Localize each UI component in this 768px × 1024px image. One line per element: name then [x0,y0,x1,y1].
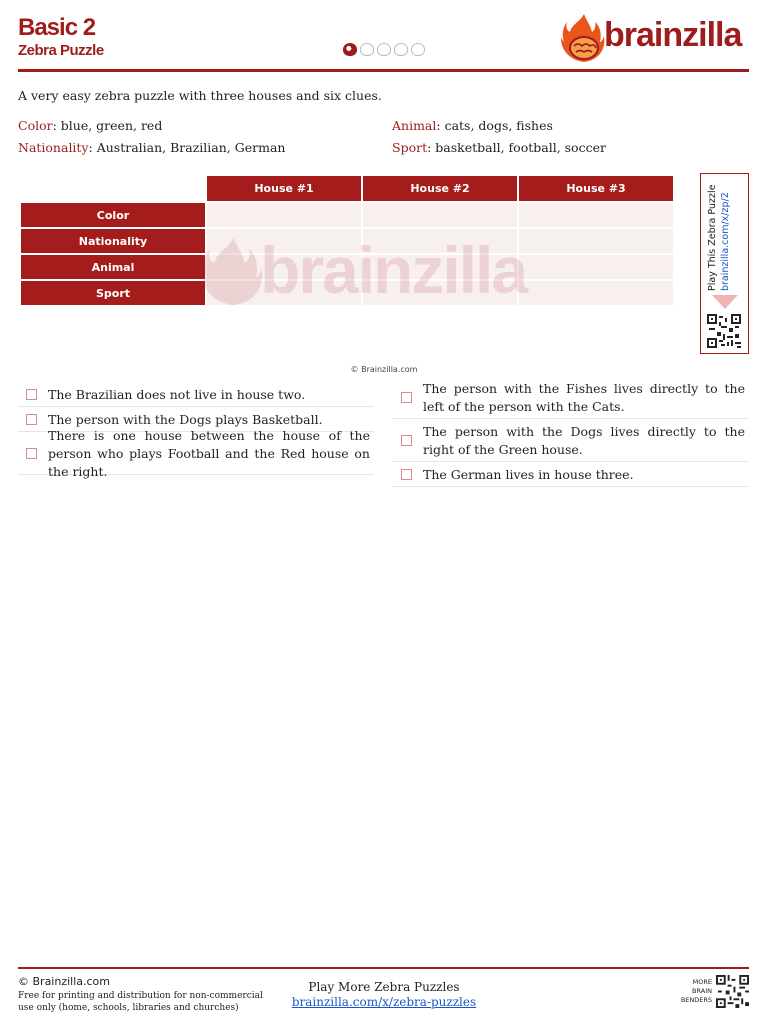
play-online-panel[interactable] [700,173,749,354]
attribute-label: Sport [392,140,428,155]
grid-cell[interactable] [207,203,361,227]
clue-text: The person with the Dogs lives directly to the right of the Green house. [423,423,745,457]
grid-corner [21,176,205,201]
watermark-wordmark: brainzilla [260,233,527,307]
grid-cell[interactable] [519,255,673,279]
difficulty-brain-icon [394,43,408,56]
attribute-color: Color: blue, green, red [18,118,163,133]
header-divider [18,69,749,72]
grid-cell[interactable] [363,281,517,305]
grid-cell[interactable] [363,203,517,227]
page-subtitle: Zebra Puzzle [18,42,104,59]
more-line: BENDERS [680,996,712,1004]
brand-wordmark: brainzilla [604,16,742,54]
more-brain-benders-label [668,978,712,1005]
grid-row-label-animal: Animal [21,255,205,279]
difficulty-brain-icon [377,43,391,56]
clue-item[interactable] [393,420,749,462]
more-line: MORE [692,978,712,986]
attribute-animal: Animal: cats, dogs, fishes [392,118,553,133]
clue-text: There is one house between the house of the person who plays Football and the Red house on the right. [48,427,370,479]
attribute-label: Nationality [18,140,89,155]
grid-header-house-2: House #2 [363,176,517,201]
clue-item[interactable] [18,383,374,407]
clue-item[interactable] [18,427,374,479]
grid-cell[interactable] [519,229,673,253]
brainzilla-logo[interactable] [560,12,750,64]
play-online-link[interactable]: brainzilla.com/x/zp/2 [720,192,731,291]
footer-divider [18,967,749,969]
clue-item[interactable] [393,377,749,419]
clue-checkbox[interactable] [26,414,37,425]
clue-item[interactable] [393,463,749,487]
grid-cell[interactable] [519,203,673,227]
footer-qr-code-icon[interactable] [716,975,749,1008]
attribute-label: Animal [392,118,437,133]
footer-play-more: Play More Zebra Puzzles [308,980,460,994]
grid-copyright: © Brainzilla.com [350,365,418,374]
attribute-values: blue, green, red [60,118,163,133]
puzzle-intro: A very easy zebra puzzle with three houses and six clues. [18,88,382,103]
grid-cell[interactable] [363,229,517,253]
more-line: BRAIN [692,987,712,995]
footer-copyright: © Brainzilla.com [18,975,111,988]
clue-text: The German lives in house three. [423,466,634,482]
attribute-values: basketball, football, soccer [435,140,606,155]
qr-code-icon [707,314,741,348]
attribute-values: cats, dogs, fishes [444,118,553,133]
solution-grid [19,174,675,307]
flame-brain-icon [560,12,610,64]
clue-checkbox[interactable] [401,469,412,480]
grid-row-label-sport: Sport [21,281,205,305]
grid-cell[interactable] [207,229,361,253]
grid-cell[interactable] [207,255,361,279]
arrow-down-icon [712,295,738,309]
difficulty-rating [343,43,425,56]
clue-text: The Brazilian does not live in house two. [48,386,306,402]
grid-cell[interactable] [207,281,361,305]
footer-puzzles-link[interactable]: brainzilla.com/x/zebra-puzzles [291,995,477,1009]
grid-row-label-color: Color [21,203,205,227]
grid-header-house-1: House #1 [207,176,361,201]
difficulty-brain-icon [411,43,425,56]
grid-cell[interactable] [363,255,517,279]
attribute-sport: Sport: basketball, football, soccer [392,140,606,155]
attribute-nationality: Nationality: Australian, Brazilian, German [18,140,286,155]
footer-license-note: Free for printing and distribution for non-commercial use only (home, schools, libraries and churches) [18,991,263,1013]
clue-text: The person with the Dogs plays Basketball. [48,411,323,427]
page-title: Basic 2 [18,14,96,41]
clue-checkbox[interactable] [26,448,37,459]
grid-header-house-3: House #3 [519,176,673,201]
attribute-values: Australian, Brazilian, German [96,140,286,155]
attribute-label: Color [18,118,53,133]
clue-checkbox[interactable] [26,389,37,400]
grid-row-label-nationality: Nationality [21,229,205,253]
play-online-text [706,185,732,291]
clue-checkbox[interactable] [401,392,412,403]
difficulty-brain-icon [343,43,357,56]
clue-text: The person with the Fishes lives directly to the left of the person with the Cats. [423,380,745,414]
play-online-label: Play This Zebra Puzzle [707,184,718,291]
difficulty-brain-icon [360,43,374,56]
grid-cell[interactable] [519,281,673,305]
clue-checkbox[interactable] [401,435,412,446]
